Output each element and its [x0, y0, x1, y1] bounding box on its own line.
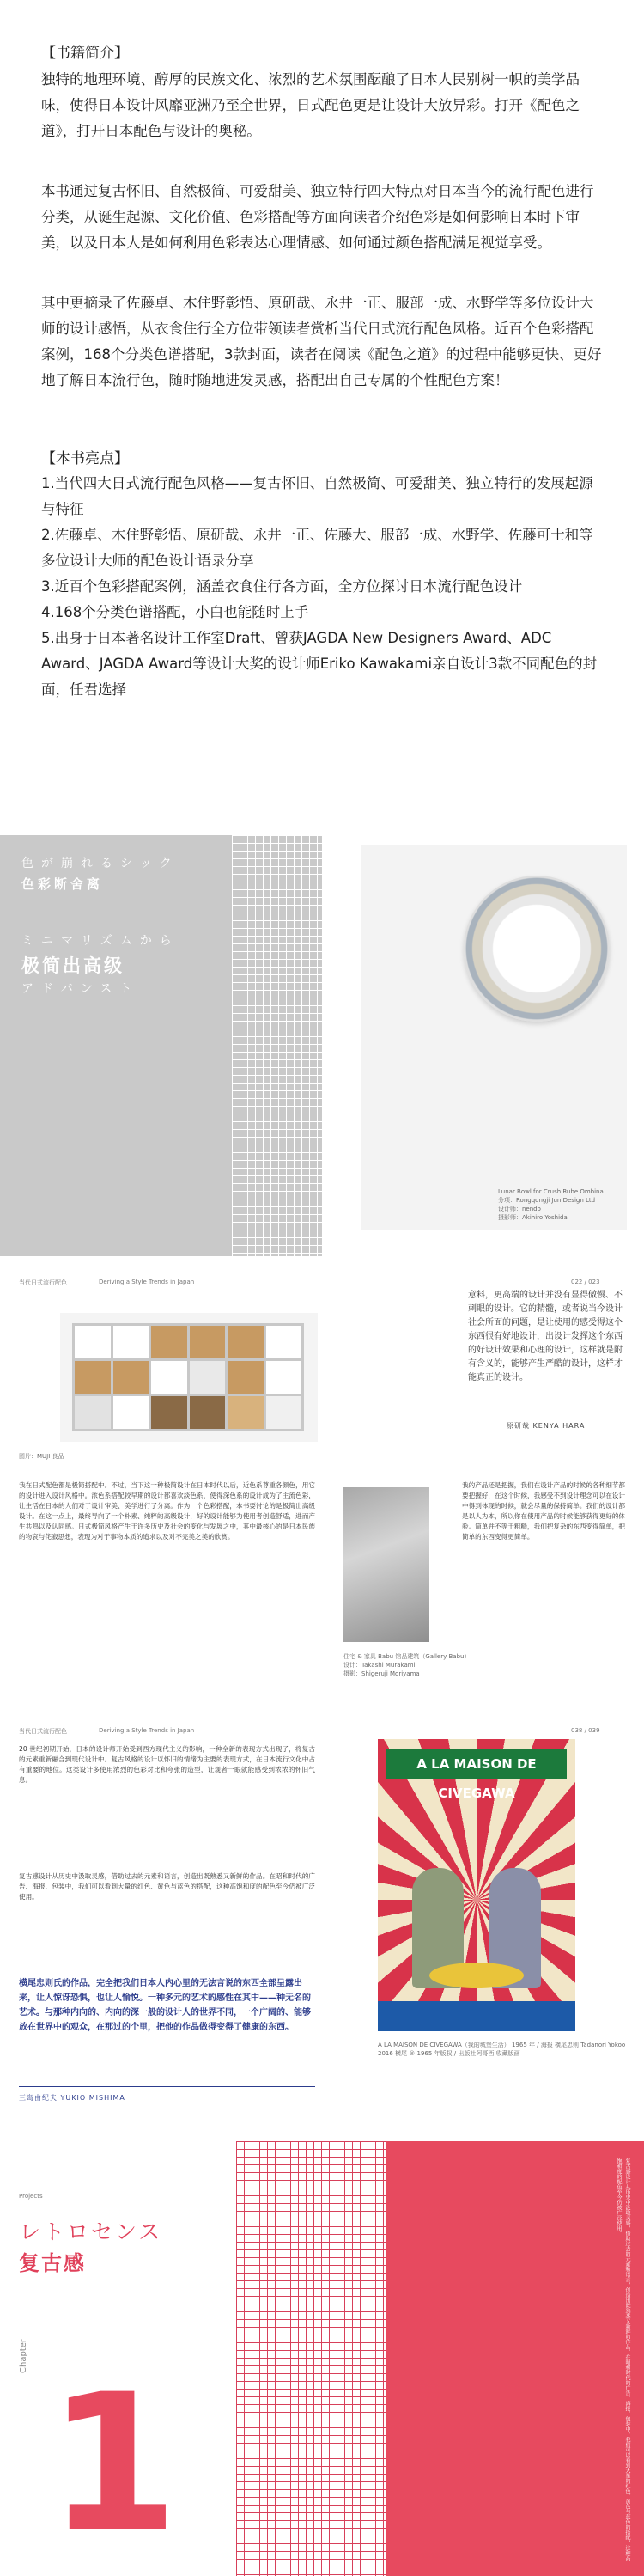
shelf-caption: 图片：MUJI 良品: [19, 1453, 64, 1460]
stair-caption-line: 住宅 & 家具 Babu 馆品建筑（Gallery Babu）: [343, 1653, 471, 1660]
poster-title: A LA MAISON DE CIVEGAWA: [386, 1749, 567, 1779]
page-header-en: Deriving a Style Trends in Japan: [99, 1727, 195, 1734]
book-spread-hara: [0, 1270, 644, 1717]
poster-caption-line: 2016 横尾 ® 1965 年版权 / 出版社阿哥西 收藏版画: [378, 2050, 520, 2057]
poster-footer: [378, 2001, 575, 2031]
body-text-left-2: 复古感设计从历史中汲取灵感，借助过去的元素和语言，创造出既熟悉又新鲜的作品。在昭和时代的广告、海报、包装中，我们可以看到大量的红色、黄色与蓝色的搭配，这种高饱和度的配色至今仍被广泛使用。: [19, 1872, 315, 1901]
page-header-en: Deriving a Style Trends in Japan: [99, 1279, 195, 1285]
chapter-number: 1: [47, 2353, 179, 2573]
cn-chapter-title: 复古感: [19, 2251, 86, 2275]
cn-subtitle-1: 色彩断舍离: [21, 876, 104, 892]
mishima-quote: 横尾忠则氏的作品，完全把我们日本人内心里的无法言说的东西全部呈露出来，让人惊讶恐惧，也让人愉悦。一种多元的艺术的感性在其中——种无名的艺术。与那种内向的、内向的深一般的设计人的世界不同，一个广阔的、能够放在世界中的观众，在那过的个里，把他的作品做得变得了健康的东西。: [19, 1979, 311, 2032]
photo-caption-line: 摄影师：Akihiro Yoshida: [498, 1214, 568, 1221]
page-number: 022 / 023: [571, 1279, 600, 1285]
grid-pattern: [232, 835, 322, 1256]
poster-caption-line: A LA MAISON DE CIVEGAWA（我的城堡生活） 1965 年 / 海报 横尾忠则 Tadanori Yokoo: [378, 2042, 626, 2048]
quote-author: 原研哉 KENYA HARA: [507, 1422, 586, 1430]
designer-quote: 意料，更高端的设计并没有显得傲慢、不刺眼的设计。它的精髓，或者说当今设计社会所面的问题，是让使用的感受得这个东西很有好地设计，出设计发挥这个东西的好设计效果和心理的设计，这样就是附有含义的，能够产生严酷的设计，这样才能真正的设计。: [468, 1291, 623, 1383]
body-text-right: 我的产品还是把握，我们在设计产品的时候的各种细节都要把握好，在这个时候，我感受不到设计理念可以在设计中得到体现的时候，就会尽量的保持简单。我们的设计都是以人为本，所以你在使用产品的时候能够获得更好的体验。简单并不等于粗糙，我们把复杂的东西变得简单，把简单的东西变得更简单。: [462, 1481, 625, 1541]
highlights-title: 【本书亮点】: [41, 450, 129, 467]
grid-pattern: [236, 2141, 386, 2576]
quote-author: 三岛由纪夫 YUKIO MISHIMA: [19, 2094, 125, 2102]
jp-subtitle-2: ミニマリズムから: [21, 934, 179, 948]
stair-caption-line: 摄影：Shigeruji Moriyama: [343, 1670, 420, 1677]
page-number: 038 / 039: [571, 1727, 600, 1734]
divider: [19, 2086, 315, 2087]
intro-section: [0, 0, 644, 825]
page-header-cn: 当代日式流行配色: [19, 1279, 67, 1286]
staircase-photo: [343, 1487, 429, 1642]
vertical-text: 复古感设计从历史中汲取灵感，借助过去的元素和语言，创造出既熟悉又新鲜的作品。在昭和时代的广告、海报、包装中，我们可以看到大量的红色、黄色与蓝色的搭配，这种高饱和度的配色至今仍被广泛使用。: [616, 2158, 630, 2561]
book-spread-chapter1: [0, 2141, 644, 2576]
red-panel: [386, 2141, 644, 2576]
highlight-item-1: 1.当代四大日式流行配色风格——复古怀旧、自然极简、可爱甜美、独立特行的发展起源与特征: [41, 475, 593, 517]
chapter-label: Chapter: [19, 2339, 28, 2373]
stair-caption-line: 设计：Takashi Murakami: [343, 1662, 416, 1669]
book-spread-minimal: [0, 835, 644, 1256]
highlight-item-5: 5.出身于日本著名设计工作室Draft、曾获JAGDA New Designers Award、ADC Award、JAGDA Award等设计大奖的设计师Eriko Kawakami亲自设计3款不同配色的封面，任君选择: [41, 630, 598, 698]
body-text-left: 我在日式配色都是极简搭配中。不过，当下这一种极简设计在日本时代以后，近色系尊重各颜色，用它的设计进入设计风格中。浓色系搭配较早期的设计都喜欢淡色系，使得深色系的设计成为了主流色彩，让生活在日本的人们对于设计审美、美学进行了分离。作为一个色彩搭配，本书要讨论的是极简出高级设计。在这一点上，最终导向了一个朴素、纯粹的高级设计，好的设计能够为使用者创造舒适，进而产生共鸣以及认同感。日式极简风格产生于许多历史及社会的变化与发展之中，其中最核心的是日本民族的物哀与侘寂思想，表现为对于事物本质的追求以及对不完美之美的欣赏。: [19, 1481, 315, 1541]
highlight-item-3: 3.近百个色彩搭配案例，涵盖衣食住行各方面，全方位探讨日本流行配色设计: [41, 578, 523, 595]
cn-title-2: 极简出高级: [21, 955, 125, 976]
body-text-left: 20 世纪初期开始，日本的设计师开始受到西方现代主义的影响，一种全新的表现方式出现了，将复古的元素重新融合到现代设计中。复古风格的设计以怀旧的情绪为主要的表现方式，在日本流行文化中占有重要的地位。这类设计多使用浓烈的色彩对比和夸张的造型，让观者一眼就能感受到浓浓的怀旧气息。: [19, 1745, 315, 1784]
poster-object: [429, 1963, 524, 1988]
poster-image: [378, 1739, 575, 2031]
highlight-item-4: 4.168个分类色谱搭配，小白也能随时上手: [41, 604, 309, 620]
intro-paragraph-2: 本书通过复古怀旧、自然极简、可爱甜美、独立特行四大特点对日本当今的流行配色进行分类，从诞生起源、文化价值、色彩搭配等方面向读者介绍色彩是如何影响日本时下审美，以及日本人是如何利用色彩表达心理情感、如何通过颜色搭配满足视觉享受。: [41, 183, 594, 251]
intro-paragraph-3: 其中更摘录了佐藤卓、木住野彰悟、原研哉、永井一正、服部一成、水野学等多位设计大师的设计感悟，从衣食住行全方位带领读者赏析当代日式流行配色风格。近百个色彩搭配案例，168个分类色谱搭配，3款封面，读者在阅读《配色之道》的过程中能够更快、更好地了解日本流行色，随时随地进发灵感，搭配出自己专属的个性配色方案！: [41, 295, 602, 388]
projects-label: Projects: [19, 2193, 43, 2200]
page-header-cn: 当代日式流行配色: [19, 1728, 67, 1735]
jp-chapter-title: レトロセンス: [19, 2219, 163, 2244]
photo-caption-line: 分项：Rongqongji Jun Design Ltd: [498, 1197, 596, 1204]
plate-icon: [464, 876, 610, 1022]
intro-title: 【书籍简介】: [41, 45, 129, 62]
jp-subtitle-3: アドバンスト: [21, 982, 140, 996]
highlight-item-2: 2.佐藤卓、木住野彰悟、原研哉、永井一正、佐藤大、服部一成、水野学、佐藤可士和等多位设计大师的配色设计语录分享: [41, 527, 593, 569]
shelf-photo: [60, 1313, 318, 1442]
jp-subtitle-1: 色が崩れるシック: [21, 857, 179, 870]
photo-caption-line: 设计师：nendo: [498, 1206, 541, 1212]
book-spread-retro: [0, 1718, 644, 2131]
plate-photo: [361, 845, 627, 1230]
intro-paragraph-1: 独特的地理环境、醇厚的民族文化、浓烈的艺术氛围酝酿了日本人民别树一帜的美学品味，使得日本设计风靡亚洲乃至全世界，日式配色更是让设计大放异彩。打开《配色之道》，打开日本配色与设计的奥秘。: [41, 71, 580, 139]
photo-caption-line: Lunar Bowl for Crush Rube Ombina: [498, 1188, 604, 1195]
